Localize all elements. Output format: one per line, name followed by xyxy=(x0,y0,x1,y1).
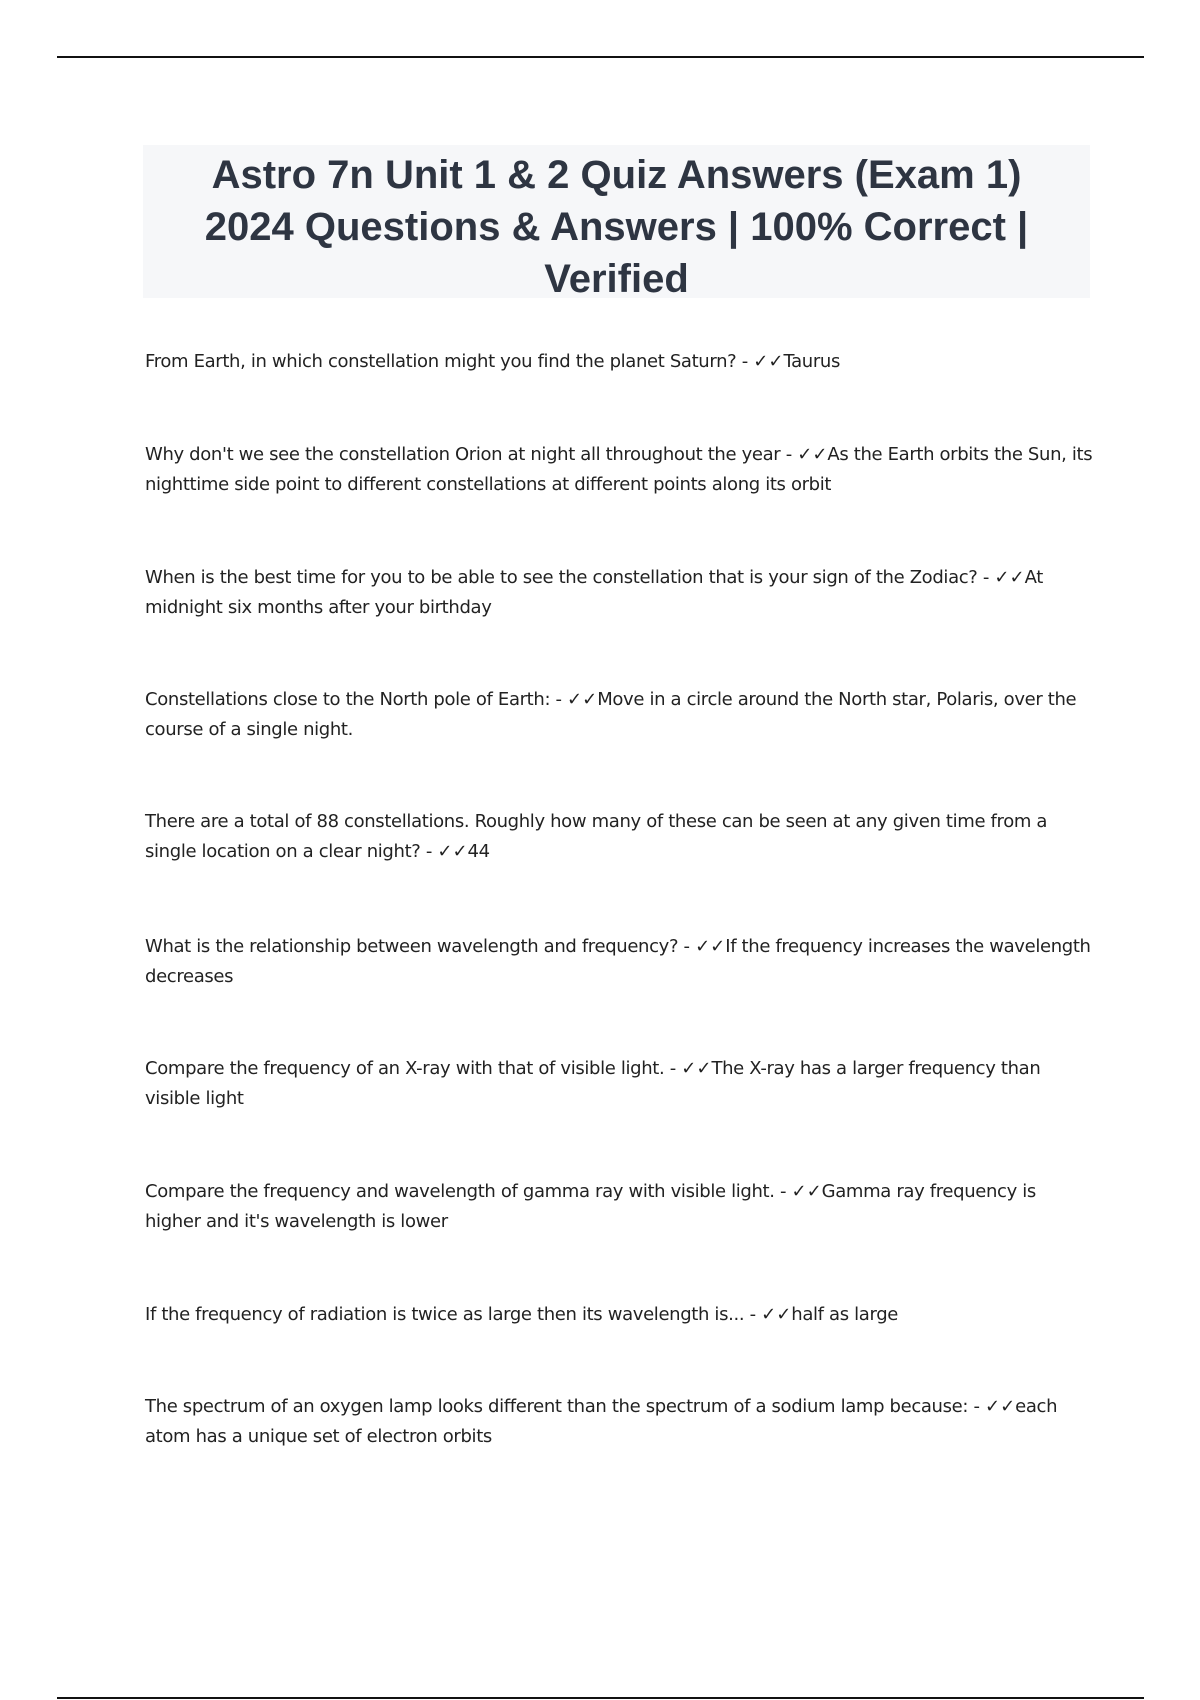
question-text: There are a total of 88 constellations. Roughly how many of these can be seen at any given time from a single location on a clear night? xyxy=(145,811,1048,862)
question-text: Why don't we see the constellation Orion at night all throughout the year xyxy=(145,444,781,465)
double-check-icon: ✓✓ xyxy=(994,567,1025,588)
answer-text: half as large xyxy=(791,1304,898,1325)
answer-text: If the frequency increases the wavelength decreases xyxy=(145,936,1091,987)
title-banner xyxy=(143,145,1090,301)
qa-item xyxy=(145,932,1095,992)
answer-text: The X-ray has a larger frequency than visible light xyxy=(145,1058,1041,1109)
title-line: Astro 7n Unit 1 & 2 Quiz Answers (Exam 1) xyxy=(211,153,1022,197)
answer-text: 44 xyxy=(467,841,490,862)
bottom-rule xyxy=(57,1697,1144,1699)
qa-item xyxy=(145,1054,1095,1114)
separator: - xyxy=(664,1058,682,1079)
answer-text: Taurus xyxy=(783,351,840,372)
separator: - xyxy=(678,936,696,957)
question-text: When is the best time for you to be able to see the constellation that is your sign of the Zodiac? xyxy=(145,567,978,588)
qa-item xyxy=(145,1392,1095,1452)
double-check-icon: ✓✓ xyxy=(567,689,598,710)
double-check-icon: ✓✓ xyxy=(753,351,784,372)
question-text: What is the relationship between wavelength and frequency? xyxy=(145,936,679,957)
double-check-icon: ✓✓ xyxy=(791,1181,822,1202)
answer-text: Gamma ray frequency is higher and it's wavelength is lower xyxy=(145,1181,1036,1232)
question-text: If the frequency of radiation is twice as large then its wavelength is... xyxy=(145,1304,745,1325)
double-check-icon: ✓✓ xyxy=(695,936,726,957)
answer-text: Move in a circle around the North star, Polaris, over the course of a single night. xyxy=(145,689,1077,740)
separator: - xyxy=(774,1181,792,1202)
qa-item xyxy=(145,685,1095,745)
separator: - xyxy=(420,841,438,862)
top-rule xyxy=(57,56,1144,58)
question-text: Compare the frequency and wavelength of gamma ray with visible light. xyxy=(145,1181,775,1202)
document-title xyxy=(143,149,1090,305)
qa-item xyxy=(145,1177,1095,1237)
double-check-icon: ✓✓ xyxy=(797,444,828,465)
qa-item xyxy=(145,807,1095,867)
double-check-icon: ✓✓ xyxy=(984,1396,1016,1417)
answer-text: As the Earth orbits the Sun, its nighttime side point to different constellations at different points along its orbit xyxy=(145,444,1093,495)
answer-text: each atom has a unique set of electron orbits xyxy=(145,1396,1058,1447)
double-check-icon: ✓✓ xyxy=(681,1058,712,1079)
separator: - xyxy=(780,444,798,465)
question-text: Compare the frequency of an X-ray with that of visible light. xyxy=(145,1058,665,1079)
separator: - xyxy=(977,567,995,588)
title-line: 2024 Questions & Answers | 100% Correct | xyxy=(204,205,1029,249)
qa-item xyxy=(145,347,1095,377)
question-text: From Earth, in which constellation might you find the planet Saturn? xyxy=(145,351,737,372)
question-text: The spectrum of an oxygen lamp looks different than the spectrum of a sodium lamp because: xyxy=(145,1396,969,1417)
separator: - xyxy=(550,689,568,710)
question-text: Constellations close to the North pole of Earth: xyxy=(145,689,551,710)
separator: - xyxy=(736,351,754,372)
qa-item xyxy=(145,1300,1095,1330)
qa-item xyxy=(145,440,1095,500)
qa-item xyxy=(145,563,1095,623)
separator: - xyxy=(744,1304,762,1325)
answer-text: At midnight six months after your birthday xyxy=(145,567,1043,618)
title-line: Verified xyxy=(544,257,689,301)
separator: - xyxy=(968,1396,985,1417)
double-check-icon: ✓✓ xyxy=(761,1304,792,1325)
double-check-icon: ✓✓ xyxy=(437,841,468,862)
